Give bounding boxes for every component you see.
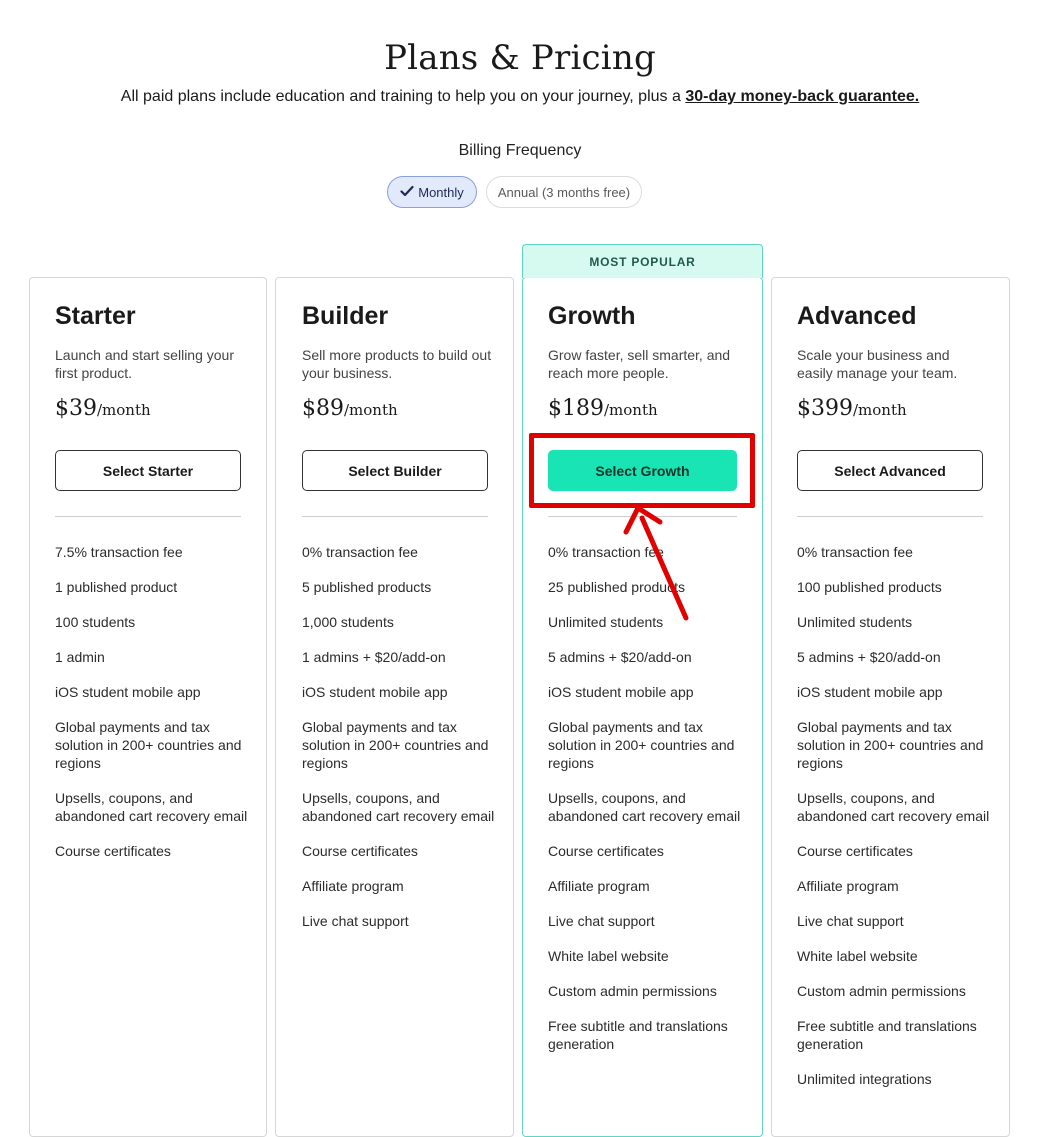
feature-item: iOS student mobile app [797, 684, 943, 700]
annotation-arrow-icon [620, 500, 700, 630]
price-period: /month [97, 401, 151, 419]
select-starter-button[interactable]: Select Starter [55, 450, 241, 491]
feature-item: Global payments and tax solution in 200+ countries and regions [55, 719, 242, 771]
money-back-guarantee-link[interactable]: 30-day money-back guarantee. [685, 88, 920, 105]
price-amount: $39 [55, 396, 97, 421]
feature-item: 1 admins + $20/add-on [302, 649, 446, 665]
plan-description: Launch and start selling your first product. [55, 347, 234, 381]
plan-price [548, 396, 658, 421]
divider [302, 516, 488, 517]
feature-item: iOS student mobile app [548, 684, 694, 700]
feature-item: Course certificates [55, 843, 171, 859]
feature-item: Custom admin permissions [548, 983, 717, 999]
feature-item: 5 published products [302, 579, 432, 595]
feature-item: 0% transaction fee [797, 544, 913, 560]
feature-item: Unlimited students [548, 614, 664, 630]
select-builder-button[interactable]: Select Builder [302, 450, 488, 491]
feature-item: 1,000 students [302, 614, 394, 630]
feature-item: 1 published product [55, 579, 178, 595]
checkmark-icon [400, 185, 414, 200]
feature-item: 1 admin [55, 649, 105, 665]
feature-item: 7.5% transaction fee [55, 544, 183, 560]
feature-item: Free subtitle and translations generation [797, 1018, 977, 1052]
feature-item: 100 students [55, 614, 136, 630]
feature-item: Upsells, coupons, and abandoned cart recovery email [302, 790, 495, 824]
price-period: /month [853, 401, 907, 419]
feature-item: iOS student mobile app [55, 684, 201, 700]
price-amount: $89 [302, 396, 344, 421]
plan-description: Grow faster, sell smarter, and reach more people. [548, 347, 731, 381]
feature-item: Unlimited integrations [797, 1071, 932, 1087]
feature-item: Affiliate program [797, 878, 899, 894]
plan-price [797, 396, 907, 421]
select-growth-button[interactable]: Select Growth [548, 450, 737, 491]
plan-price [55, 396, 151, 421]
feature-item: White label website [797, 948, 918, 964]
feature-item: Global payments and tax solution in 200+ countries and regions [548, 719, 735, 771]
billing-monthly-label: Monthly [418, 184, 464, 200]
price-period: /month [604, 401, 658, 419]
feature-list-builder [302, 543, 497, 947]
feature-item: 5 admins + $20/add-on [797, 649, 941, 665]
plan-description: Sell more products to build out your business. [302, 347, 492, 381]
most-popular-badge: MOST POPULAR [522, 244, 763, 278]
feature-item: Course certificates [797, 843, 913, 859]
feature-item: Custom admin permissions [797, 983, 966, 999]
divider [55, 516, 241, 517]
feature-item: Live chat support [302, 913, 409, 929]
billing-monthly-toggle[interactable] [387, 176, 477, 208]
price-amount: $189 [548, 396, 604, 421]
feature-item: Free subtitle and translations generation [548, 1018, 728, 1052]
feature-item: Course certificates [302, 843, 418, 859]
price-period: /month [344, 401, 398, 419]
feature-item: Course certificates [548, 843, 664, 859]
plan-name: Builder [302, 302, 389, 330]
feature-item: 5 admins + $20/add-on [548, 649, 692, 665]
plan-description: Scale your business and easily manage your team. [797, 347, 958, 381]
plan-name: Starter [55, 302, 136, 330]
feature-list-advanced [797, 543, 992, 1105]
feature-item: Live chat support [548, 913, 655, 929]
feature-list-starter [55, 543, 250, 877]
feature-item: Upsells, coupons, and abandoned cart recovery email [55, 790, 248, 824]
feature-item: Unlimited students [797, 614, 913, 630]
feature-item: Global payments and tax solution in 200+ countries and regions [797, 719, 984, 771]
feature-item: White label website [548, 948, 669, 964]
divider [797, 516, 983, 517]
feature-item: 0% transaction fee [302, 544, 418, 560]
feature-item: 0% transaction fee [548, 544, 664, 560]
select-advanced-button[interactable]: Select Advanced [797, 450, 983, 491]
billing-frequency-label: Billing Frequency [458, 142, 582, 159]
highlight-annotation-box [529, 433, 755, 508]
feature-item: Upsells, coupons, and abandoned cart recovery email [797, 790, 990, 824]
feature-item: Global payments and tax solution in 200+ countries and regions [302, 719, 489, 771]
feature-item: Live chat support [797, 913, 904, 929]
feature-item: Upsells, coupons, and abandoned cart recovery email [548, 790, 741, 824]
feature-item: Affiliate program [548, 878, 650, 894]
feature-item: 25 published products [548, 579, 685, 595]
billing-annual-toggle[interactable]: Annual (3 months free) [486, 176, 642, 208]
price-amount: $399 [797, 396, 853, 421]
plan-name: Advanced [797, 302, 917, 330]
plan-price [302, 396, 398, 421]
feature-item: iOS student mobile app [302, 684, 448, 700]
page-title: Plans & Pricing [384, 38, 656, 78]
subtitle-text: All paid plans include education and training to help you on your journey, plus a [120, 88, 686, 105]
page-subtitle [0, 88, 1040, 106]
feature-item: Affiliate program [302, 878, 404, 894]
plan-name: Growth [548, 302, 636, 330]
feature-item: 100 published products [797, 579, 942, 595]
